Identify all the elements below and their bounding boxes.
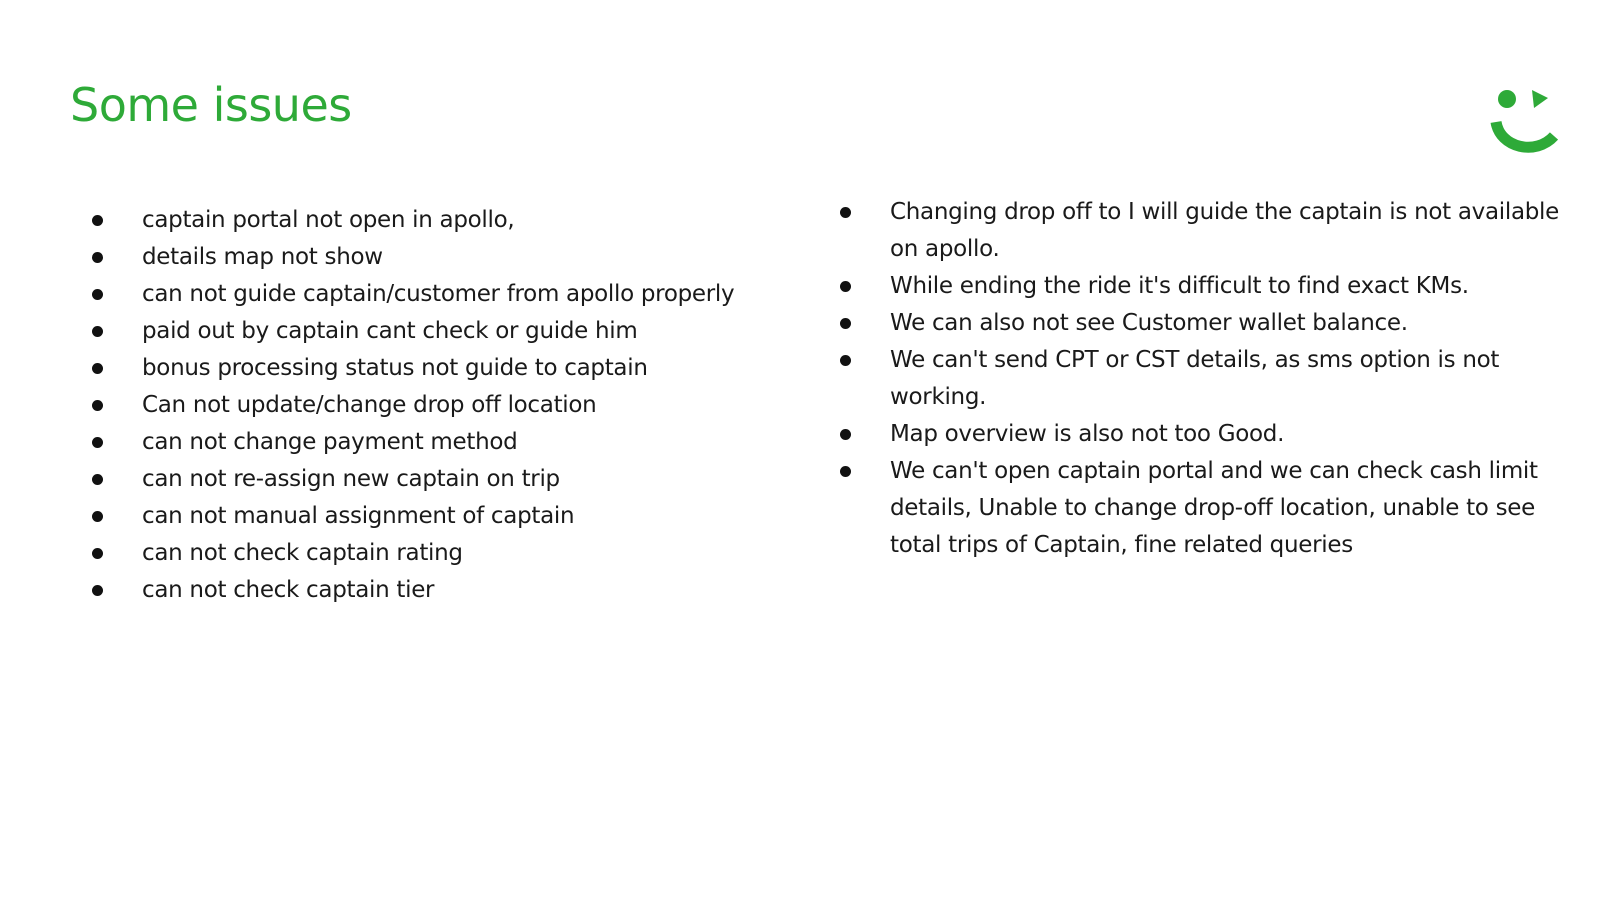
list-item — [838, 453, 1568, 564]
smile-logo-icon — [1490, 86, 1560, 166]
list-item — [90, 572, 750, 609]
list-item — [838, 342, 1568, 416]
bullet-icon — [90, 239, 104, 276]
issues-list-left — [90, 202, 750, 609]
list-item-text: Map overview is also not too Good. — [890, 421, 1285, 447]
bullet-icon — [90, 498, 104, 535]
list-item-text: bonus processing status not guide to captain — [142, 355, 648, 381]
list-item-text: We can't open captain portal and we can check cash limit details, Unable to change drop-off location, unable to see total trips of Captain, fine related queries — [890, 458, 1538, 558]
list-item-text: paid out by captain cant check or guide him — [142, 318, 638, 344]
list-item-text: can not check captain tier — [142, 577, 435, 603]
bullet-icon — [838, 416, 852, 453]
list-item — [838, 268, 1568, 305]
bullet-icon — [838, 453, 852, 490]
list-item — [90, 461, 750, 498]
list-item-text: We can't send CPT or CST details, as sms option is not working. — [890, 347, 1500, 410]
logo-wink — [1532, 90, 1548, 108]
list-item — [90, 313, 750, 350]
bullet-icon — [90, 350, 104, 387]
bullet-icon — [838, 305, 852, 342]
list-item — [90, 239, 750, 276]
slide-title: Some issues — [70, 78, 352, 132]
bullet-icon — [90, 461, 104, 498]
list-item — [838, 305, 1568, 342]
list-item — [838, 194, 1568, 268]
list-item — [90, 276, 750, 313]
list-item — [90, 498, 750, 535]
bullet-icon — [90, 313, 104, 350]
list-item-text: Can not update/change drop off location — [142, 392, 597, 418]
list-item-text: captain portal not open in apollo, — [142, 207, 515, 233]
list-item-text: can not guide captain/customer from apollo properly — [142, 281, 735, 307]
list-item-text: While ending the ride it's difficult to find exact KMs. — [890, 273, 1469, 299]
logo-dot — [1498, 90, 1516, 108]
list-item-text: can not check captain rating — [142, 540, 463, 566]
list-item — [90, 202, 750, 239]
bullet-icon — [90, 424, 104, 461]
bullet-icon — [90, 572, 104, 609]
bullet-icon — [838, 268, 852, 305]
bullet-icon — [90, 202, 104, 239]
bullet-icon — [838, 342, 852, 379]
list-item — [838, 416, 1568, 453]
list-item — [90, 350, 750, 387]
list-item-text: can not change payment method — [142, 429, 518, 455]
issues-list-right — [838, 194, 1568, 564]
bullet-icon — [90, 535, 104, 572]
list-item-text: can not manual assignment of captain — [142, 503, 575, 529]
bullet-icon — [90, 276, 104, 313]
logo-smile — [1496, 122, 1554, 147]
list-item-text: can not re-assign new captain on trip — [142, 466, 560, 492]
list-item-text: details map not show — [142, 244, 383, 270]
list-item — [90, 387, 750, 424]
list-item-text: We can also not see Customer wallet balance. — [890, 310, 1408, 336]
bullet-icon — [90, 387, 104, 424]
bullet-icon — [838, 194, 852, 231]
list-item — [90, 424, 750, 461]
list-item — [90, 535, 750, 572]
list-item-text: Changing drop off to I will guide the captain is not available on apollo. — [890, 199, 1559, 262]
